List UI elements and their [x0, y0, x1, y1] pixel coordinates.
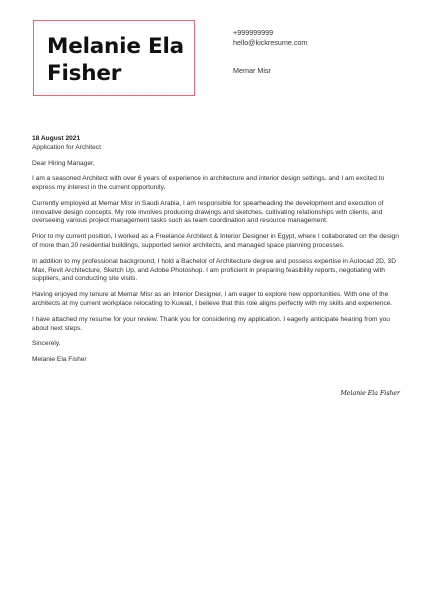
- name-line-1: Melanie Ela: [47, 34, 184, 59]
- company-name: Memar Misr: [233, 66, 271, 75]
- paragraph-3: Prior to my current position, I worked as a Freelance Architect & Interior Designer in Egypt, where I collaborated on the design of more than 20 residential buildings, supported senior architects, and managed space planning processes.: [32, 233, 399, 250]
- applicant-name: [47, 33, 184, 87]
- paragraph-1: I am a seasoned Architect with over 6 years of experience in architecture and interior design settings, and I am excited to express my interest in the current opportunity.: [32, 175, 385, 192]
- phone-number: +999999999: [233, 28, 274, 37]
- paragraph-6: I have attached my resume for your review. Thank you for considering my application. I eagerly anticipate hearing from you about next steps.: [32, 315, 390, 332]
- email-address: hello@kickresume.com: [233, 38, 308, 47]
- letter-date: 18 August 2021: [32, 135, 81, 142]
- name-line-2: Fisher: [47, 61, 122, 86]
- letter-greeting: Dear Hiring Manager,: [32, 159, 95, 167]
- letter-subject: Application for Architect: [32, 143, 101, 151]
- letter-closing: Sincerely,: [32, 340, 61, 348]
- handwritten-signature: Melanie Ela Fisher: [340, 390, 400, 397]
- paragraph-5: Having enjoyed my tenure at Memar Misr as an Interior Designer, I am eager to explore new opportunities. With one of the architects at my current workplace relocating to Kuwait, I believe that this role aligns perfectly with my skills and experience.: [32, 291, 393, 307]
- paragraph-2: Currently employed at Memar Misr in Saudi Arabia, I am responsible for spearheading the development and execution of innovative design concepts. My role involves producing drawings and sketches, cultivating relationships with clients, and overseeing various project management tasks such as team coordination and resource management.: [32, 200, 384, 225]
- letter-body: [32, 135, 402, 372]
- name-box: [33, 20, 195, 96]
- contact-info: [233, 28, 307, 48]
- paragraph-4: In addition to my professional background, I hold a Bachelor of Architecture degree and possess expertise in Autocad 2D, 3D Max, Revit Architecture, Sketch Up, and Adobe Photoshop. I am proficient in preparing feasibility reports, negotiating with suppliers, and conducting site visits.: [32, 257, 396, 283]
- signoff-name: Melanie Ela Fisher: [32, 356, 87, 364]
